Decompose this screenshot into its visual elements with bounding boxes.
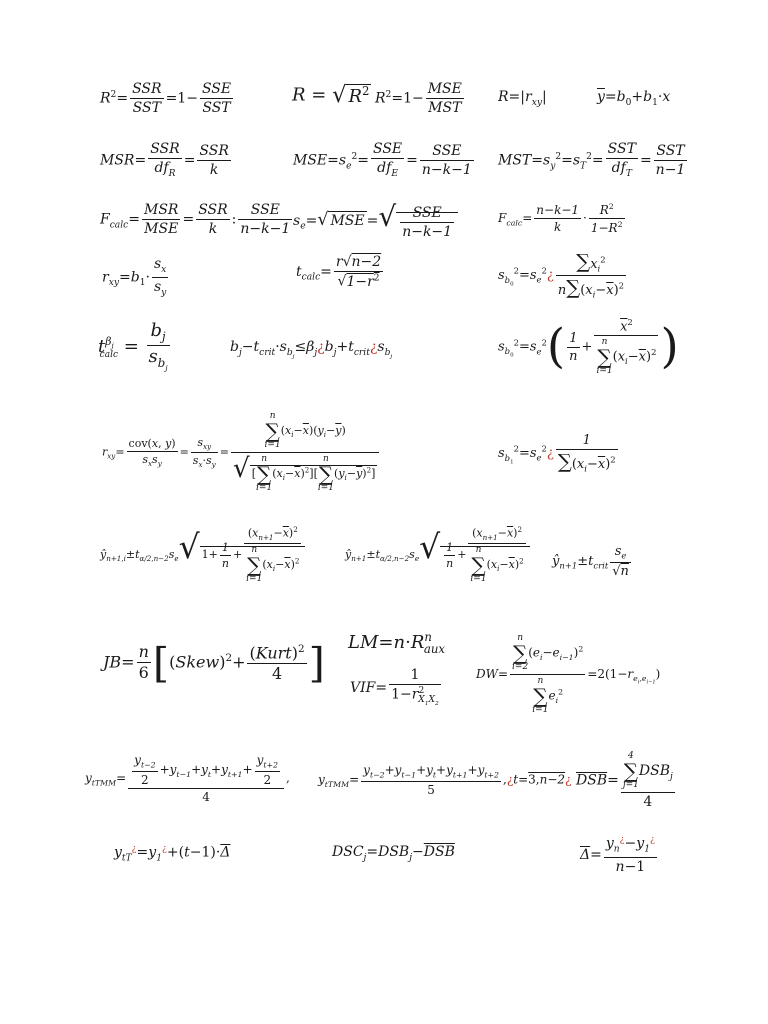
- formula-se: $s_e=√$ MSE =√ $\frac{\text{SSE}}{n-k-1}$: [293, 203, 458, 239]
- formula-vif: VIF= $\frac{1}{1-r^2_{X_1X_2}}$: [350, 667, 439, 708]
- formula-r2-mse: $R^2=1-$ $\frac{\text{MSE}}{\text{MST}}$: [375, 81, 462, 116]
- formula-r-abs: $R=|r_{xy}|$: [498, 89, 547, 108]
- formula-pred-3: $ŷ_{n+1}\pm t_{crit}$ $\frac{s_e}{√n}$: [552, 544, 629, 580]
- formula-sb0-b: $s_{b_0}^2=s_e^2$( $\frac{1}{n}$ + $\overline{x}^2$ n ∑ $i=1(x_i-\overline{x})^2$ ): [498, 317, 679, 377]
- formula-msr: MSR= $\frac{\text{SSR}}{df_R}$ = $\frac{\text{SSR}}{k}$: [100, 141, 229, 179]
- formula-y-trend: $y_{tT}^¿=y_1^¿+(t-1)\cdot\overline{\Delta}$: [114, 844, 231, 864]
- formula-jb: JB= $\frac{n}{6}$ [(Skew)$^2$+ $\frac{(Kurt)^2}{4}$ ]: [103, 638, 325, 687]
- formula-rxy-cov: $r_{xy}=$ $\frac{\text{cov(x, y)}}{s_xs_y}$ = $\frac{s_{xy}}{s_x\cdot s_y}$ = n ∑ $i=1(x_i-\overline{x})(y_i-\overline{y})$ √ [n ∑ $i=1(x_i-\overline{x})^2][n$ ∑ $i=1(y_i-\overline{y})^2$]: [102, 412, 381, 493]
- formula-f-calc: $F_{calc}=$ $\frac{\text{MSR}}{\text{MSE}}$ = $\frac{\text{SSR}}{k}$ : $\frac{\text{SSE}}{n-k-1}$: [100, 202, 291, 237]
- formula-t-calc: $t_{calc}=$ $\frac{r√n-2}{√1-r^2}$: [296, 254, 382, 290]
- formula-lm: $LM=n\cdot R^n_{aux}$: [348, 630, 445, 656]
- formula-r-sqrt: R = √ $R^2$: [292, 82, 370, 108]
- formula-sb1: $s_{b_1}^2=s_e^2¿$ $\frac{1}{\sum(x_i-\overline{x})^2}$: [498, 433, 616, 474]
- formula-regression: $\overline{y}=b_0+b_1\cdot x$: [597, 89, 671, 108]
- formula-y-tmm-1: $y_{tTMM}=$ $\frac{y_{t-2}}{2}$ $+y_{t-1}+y_t+y_{t+1}+$ $\frac{y_{t+2}}{2}$ 4 ,: [85, 753, 290, 805]
- formula-dsb-bar: $\overline{DSB}=$ 4 ∑ $j=1DSB_j$ 4: [576, 751, 673, 810]
- formula-f-calc-r2: $F_{calc}=$ $\frac{n-k-1}{k}$ · $\frac{R^2}{1-R^2}$: [498, 202, 623, 235]
- formula-pred-1: $ŷ_{n+1,i}\pm t_{\alpha/2,n-2}s_e√$ 1+ $\frac{1}{n}$ + $(x_{n+1}-\overline{x})^2$ n ∑ $i=1(x_i-\overline{x})^2$: [100, 526, 305, 584]
- formula-mst: $MST=s_y^2=s_T^2=$ $\frac{\text{SST}}{df_T}$ = $\frac{\text{SST}}{n-1}$: [498, 141, 686, 179]
- formula-sb0-a: $s_{b_0}^2=s_e^2¿$ $\frac{\sum x_i^2}{n\sum(x_i-\overline{x})^2}$: [498, 250, 625, 300]
- formula-r2-ssr: $R^2=$ $\frac{\text{SSR}}{\text{SST}}$ =1− $\frac{\text{SSE}}{\text{SST}}$: [100, 81, 232, 116]
- formula-rxy-b1: $r_{xy}=b_1\cdot$ $\frac{s_x}{s_y}$: [102, 256, 167, 298]
- formula-mse: $MSE=s_e^2=$ $\frac{\text{SSE}}{df_E}$ = $\frac{\text{SSE}}{n-k-1}$: [293, 141, 472, 179]
- formula-t-beta: $t^{\beta_j}_{calc}$ = $\frac{b_j}{s_{b_j}}$: [98, 320, 168, 373]
- formula-ci-beta: $b_j-t_{crit}\cdot s_{b_j}\le\beta_j¿b_j+t_{crit}¿s_{b_j}$: [230, 339, 393, 360]
- formula-dsc: $DSC_j=DSB_j-\overline{DSB}$: [332, 844, 455, 863]
- formula-pred-2: $ŷ_{n+1}\pm t_{\alpha/2,n-2}s_e√$ $\frac{1}{n}$ + $(x_{n+1}-\overline{x})^2$ n ∑ $i=1(x_i-\overline{x})^2$: [345, 526, 530, 584]
- formula-dw: DW= n ∑ $i=2(e_i-e_{i-1})^2$ n ∑ $i=1e_i^2$ $=2(1-r_{e_i,e_{i-1}})$: [476, 633, 661, 715]
- formula-delta-bar: $\overline{\Delta}=$ $\frac{y_n^¿-y_1^¿}{n-1}$: [580, 835, 655, 875]
- formula-y-tmm-2: $y_{tTMM}=$ $\frac{y_{t-2}+y_{t-1}+y_t+y_{t+1}+y_{t+2}}{5}$ ,¿t=3,n−2¿: [318, 763, 572, 798]
